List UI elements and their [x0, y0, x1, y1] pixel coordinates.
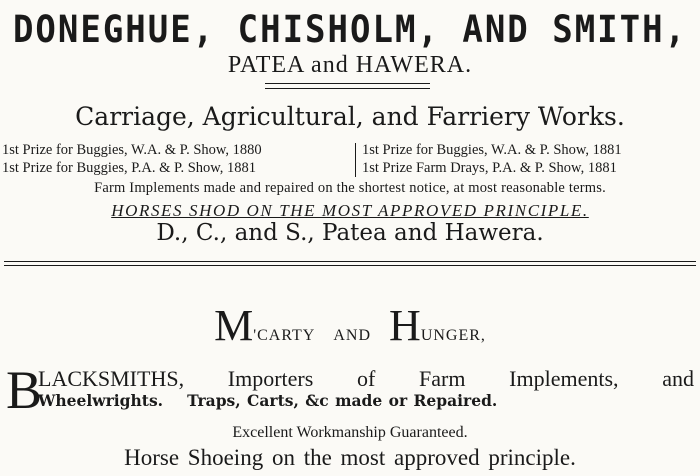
word: LACKSMITHS, — [38, 366, 185, 391]
prize-item: 1st Prize Farm Drays, P.A. & P. Show, 1881 — [362, 160, 617, 176]
word: Implements, — [509, 366, 619, 391]
farm-implements-notice: Farm Implements made and repaired on the shortest notice, at most reasonable terms. — [94, 180, 606, 196]
word: and — [662, 366, 694, 391]
word: Importers — [227, 366, 314, 391]
title-initial-h: H — [389, 301, 421, 350]
locations: PATEA and HAWERA. — [227, 52, 473, 78]
wheelwrights-text: Wheelwrights. — [38, 391, 164, 410]
locations-double-rule — [265, 83, 430, 89]
works-title: Carriage, Agricultural, and Farriery Works. — [75, 102, 625, 131]
prize-divider — [355, 143, 356, 177]
blacksmiths-line — [38, 366, 694, 392]
drop-cap: B — [6, 360, 43, 420]
ad-signature: D., C., and S., Patea and Hawera. — [156, 220, 544, 246]
prize-item: 1st Prize for Buggies, W.A. & P. Show, 1881 — [362, 142, 622, 158]
prize-column-left — [2, 141, 262, 177]
prize-item: 1st Prize for Buggies, W.A. & P. Show, 1880 — [2, 142, 262, 158]
blacksmiths-block — [0, 360, 700, 420]
wheelwrights-line — [38, 391, 658, 410]
title-carty: 'CARTY — [253, 327, 316, 344]
prize-item: 1st Prize for Buggies, P.A. & P. Show, 1881 — [2, 160, 257, 176]
mccarty-hunger-title — [0, 300, 700, 351]
title-and: AND — [333, 327, 372, 344]
title-initial-m: M — [214, 301, 254, 350]
word: Farm — [419, 366, 466, 391]
prize-column-right — [362, 141, 622, 177]
workmanship-line: Excellent Workmanship Guaranteed. — [232, 424, 468, 441]
word: of — [356, 366, 376, 391]
repairs-text: Traps, Carts, &c made or Repaired. — [187, 391, 498, 410]
horses-shod-slogan: HORSES SHOD ON THE MOST APPROVED PRINCIPLE. — [111, 201, 589, 220]
horse-shoeing-line: Horse Shoeing on the most approved principle. — [124, 445, 576, 470]
section-divider — [4, 261, 696, 266]
firm-name: DONEGHUE, CHISHOLM, AND SMITH, — [12, 8, 688, 52]
title-unger: UNGER, — [420, 327, 486, 344]
